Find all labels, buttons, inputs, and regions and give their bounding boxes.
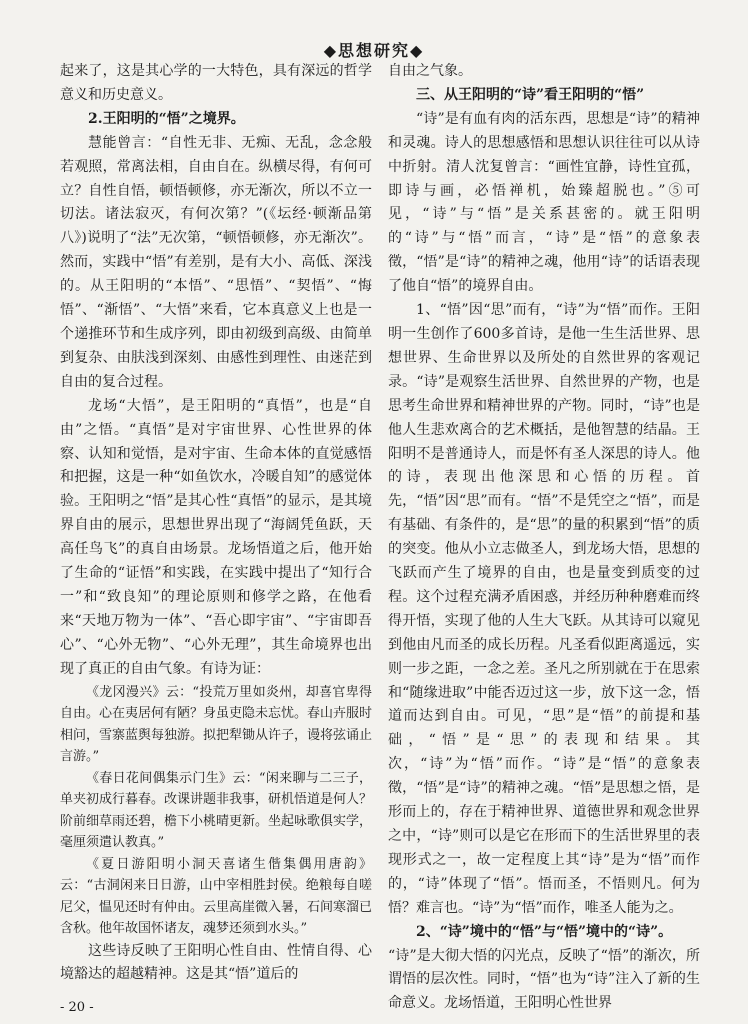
paragraph: “诗”是有血有肉的活东西，思想是“诗”的精神和灵魂。诗人的思想感悟和思想认识往往可以从诗中折射。清人沈复曾言：“画性宜静，诗性宜孤，即诗与画，必悟禅机，始臻超脱也。”⑤可见，“诗”与“悟”是关系甚密的。就王阳明的“诗”与“悟”而言，“诗”是“悟”的意象表徵，“悟”是“诗”的精神之魂，他用“诗”的话语表现了他自“悟”的境界自由。	[388, 110, 700, 295]
left-column	[60, 60, 372, 987]
poem-quote: 《春日花间偶集示门生》云：“闲来聊与二三子，单夹初成行暮春。改课讲题非我事，研机悟道是何人？阶前细草雨还碧，檐下小桃晴更新。坐起咏歌俱实学，毫厘须遣认教真。”	[60, 770, 373, 851]
section-header: ◆思想研究◆	[323, 41, 425, 60]
paragraph: 起来了，这是其心学的一大特色，具有深远的哲学意义和历史意义。	[60, 63, 372, 103]
poem-quote: 《夏日游阳明小洞天喜诸生偕集偶用唐韵》云：“古洞闲来日日游，山中宰相胜封侯。绝粮每自嗟尼父，愠见还时有仲由。云里高崖微入暑，石间寒溜已含秋。他年故国怀诸友，魂梦还须到水头。”	[60, 856, 373, 937]
paragraph: 这些诗反映了王阳明心性自由、性情自得、心境豁达的超越精神。这是其“悟”道后的	[60, 942, 372, 983]
section-heading: 2、“诗”境中的“悟”与“悟”境中的“诗”。	[416, 923, 673, 940]
paragraph: 龙场“大悟”，是王阳明的“真悟”，也是“自由”之悟。“真悟”是对宇宙世界、心性世界的体察、认知和觉悟，是对宇宙、生命本体的直觉感悟和把握，这是一种“如鱼饮水，冷暖自知”的感觉体验。王阳明之“悟”是其心性“真悟”的显示，是其境界自由的展示，思想世界出现了“海阔凭鱼跃，天高任鸟飞”的真自由场景。龙场悟道之后，他开始了生命的“证悟”和实践，在实践中提出了“知行合一”和“致良知”的理论原则和修学之路，在他看来“天地万物为一体”、“吾心即宇宙”、“宇宙即吾心”、“心外无物”、“心外无理”，其生命境界也出现了真正的自由气象。有诗为证：	[60, 397, 372, 677]
paragraph: “诗”是大彻大悟的闪光点，反映了“悟”的渐次，所谓悟的层次性。同时，“悟”也为“诗”注入了新的生命意义。龙场悟道，王阳明心性世界	[388, 947, 700, 1012]
paragraph: 1、“悟”因“思”而有，“诗”为“悟”而作。王阳明一生创作了600多首诗，是他一生生活世界、思想世界、生命世界以及所处的自然世界的客观记录。“诗”是观察生活世界、自然世界的产物，也是思考生命世界和精神世界的产物。同时，“诗”也是他人生悲欢离合的艺术概括，是他智慧的结晶。王阳明不是普通诗人，而是怀有圣人深思的诗人。他的诗，表现出他深思和心悟的历程。首先，“悟”因“思”而有。“悟”不是凭空之“悟”，而是有基础、有条件的，是“思”的量的积累到“悟”的质的突变。他从小立志做圣人，到龙场大悟，思想的飞跃而产生了境界的自由，也是量变到质变的过程。这个过程充满矛盾困惑，并经历种种磨难而终得开悟，实现了他的人生大飞跃。从其诗可以窥见到他由凡而圣的成长历程。凡圣看似距离遥远，实则一步之距，一念之差。圣凡之所别就在于在思索和“随缘进取”中能否迈过这一步，放下这一念，悟道而达到自由。可见，“思”是“悟”的前提和基础，“悟”是“思”的表现和结果。其次，“诗”为“悟”而作。“诗”是“悟”的意象表徵，“悟”是“诗”的精神之魂。“悟”是思想之悟，是形而上的，存在于精神世界、道德世界和观念世界之中，“诗”则可以是它在形而下的生活世界里的表现形式之一，故一定程度上其“诗”是为“悟”而作的，“诗”体现了“悟”。悟而圣，不悟则凡。何为悟？难言也。“诗”为“悟”而作，唯圣人能为之。	[388, 302, 700, 916]
paragraph: 慧能曾言：“自性无非、无痴、无乱，念念般若观照，常离法相，自由自在。纵横尽得，有何可立？自性自悟，顿悟顿修，亦无渐次，所以不立一切法。诸法寂灭，有何次第？”(《坛经·顿渐品第八》)说明了“法”无次第，“顿悟顿修，亦无渐次”。然而，实践中“悟”有差别，是有大小、高低、深浅的。从王阳明的“本悟”、“思悟”、“契悟”、“悔悟”、“渐悟”、“大悟”来看，它本真意义上也是一个递推环节和生成序列，即由初级到高级、由简单到复杂、由肤浅到深刻、由感性到理性、由迷茫到自由的复合过程。	[60, 134, 372, 390]
right-column	[388, 60, 700, 1016]
section-heading: 三、从王阳明的“诗”看王阳明的“悟”	[416, 86, 645, 103]
poem-quote: 《龙冈漫兴》云：“投荒万里如炎州，却喜官卑得自由。心在夷居何有陋？身虽吏隐未忘忧。春山卉服时相问，雪寨蓝舆每独游。拟把犁锄从许子，谩将弦诵止言游。”	[60, 684, 373, 765]
page-number: - 20 -	[60, 1000, 94, 1015]
paragraph: 自由之气象。	[388, 63, 472, 79]
section-heading: 2.王阳明的“悟”之境界。	[88, 110, 245, 127]
